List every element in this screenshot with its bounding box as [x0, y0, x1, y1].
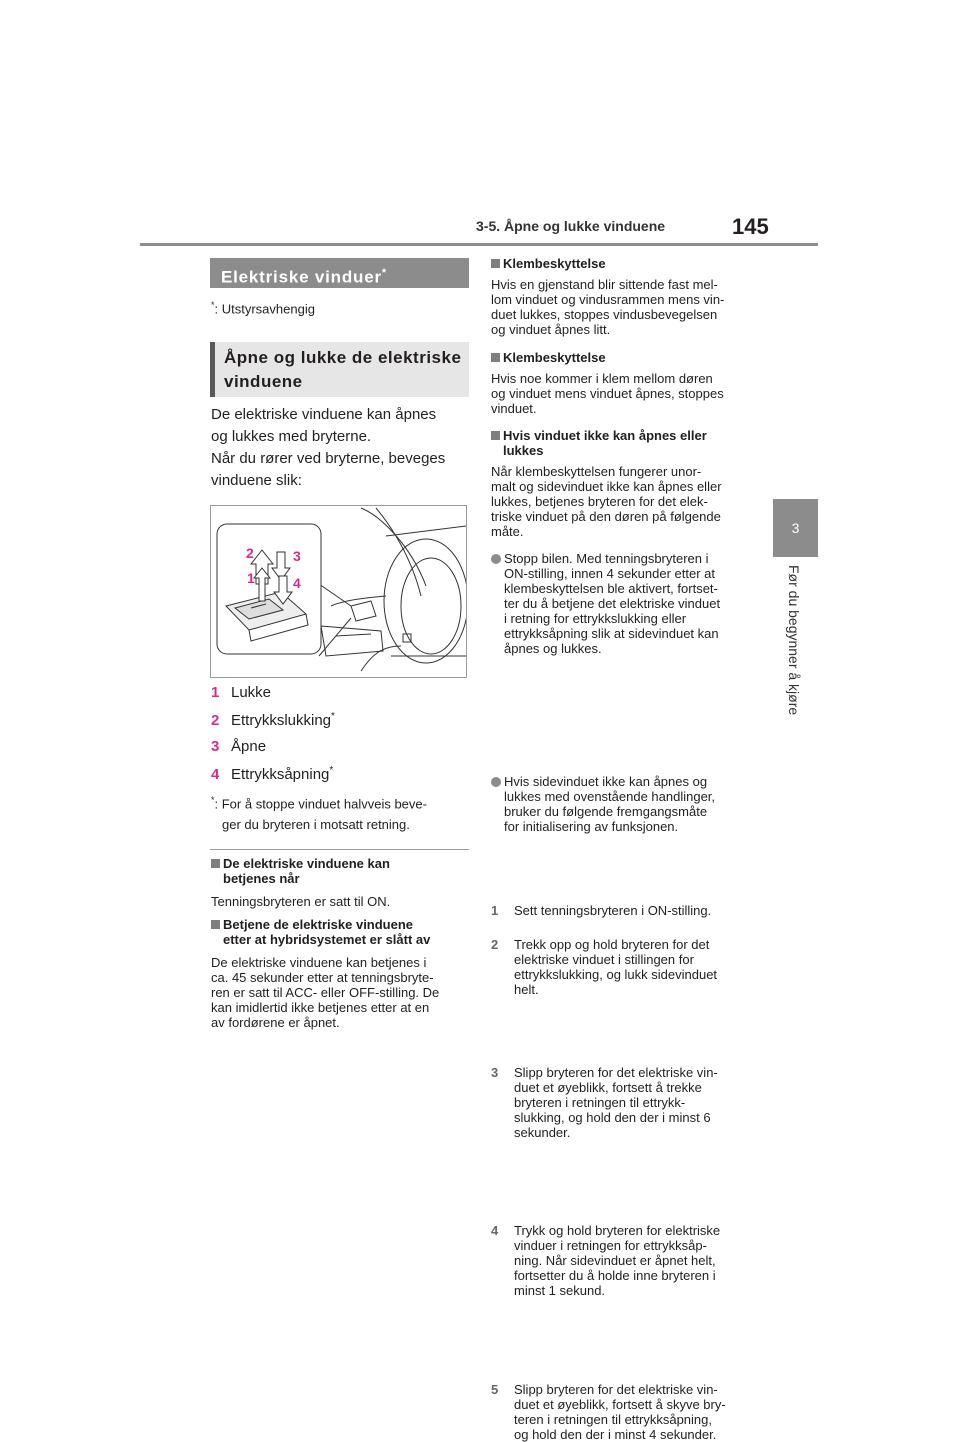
- bullet-line: klembeskyttelsen ble aktivert, fortset-: [504, 581, 718, 596]
- step-number: 2: [491, 937, 499, 952]
- step-number: 3: [491, 1065, 499, 1080]
- info-block-title: [491, 428, 753, 458]
- step-line: og hold den der i minst 4 sekunder.: [514, 1427, 717, 1442]
- step-item: [491, 937, 776, 997]
- page-number: 145: [732, 214, 769, 239]
- info-block: [491, 428, 753, 539]
- info-block-title: [211, 856, 473, 886]
- step-line: teren i retningen til ettrykksåpning,: [514, 1412, 712, 1427]
- legend-text: Ettrykkslukking: [231, 712, 332, 729]
- step-line: duet et øyeblikk, fortsett å trekke: [514, 1080, 702, 1095]
- step-line: vinduer i retningen for ettrykksåp-: [514, 1238, 707, 1253]
- illustration-svg: [211, 506, 466, 677]
- chapter-title: Før du begynner å kjøre: [786, 565, 802, 716]
- step-line: Slipp bryteren for det elektriske vin-: [514, 1065, 718, 1080]
- title-line: Betjene de elektriske vinduene: [223, 917, 414, 932]
- info-block-body: [491, 277, 753, 337]
- legend-number: 4: [211, 766, 220, 783]
- title-line: Hvis vinduet ikke kan åpnes eller: [503, 428, 707, 443]
- body-line: De elektriske vinduene kan betjenes i: [211, 955, 427, 970]
- title-line: betjenes når: [223, 871, 300, 886]
- footnote-text: : Utstyrsavhengig: [214, 301, 315, 317]
- step-line: slukking, og hold den der i minst 6: [514, 1110, 711, 1125]
- info-block-body: [491, 371, 753, 416]
- figure-label-2: 2: [246, 545, 254, 561]
- info-block-body: Tenningsbryteren er satt til ON.: [211, 894, 391, 909]
- body-line: ca. 45 sekunder etter at tenningsbryte-: [211, 970, 434, 985]
- info-block-title: Klembeskyttelse: [491, 256, 753, 271]
- body-line: og vinduet mens vinduet åpnes, stoppes: [491, 386, 724, 401]
- bullet-item: [491, 551, 766, 656]
- step-line: Sett tenningsbryteren i ON-stilling.: [514, 903, 712, 918]
- body-line: lukkes, betjenes bryteren for det elek-: [491, 494, 708, 509]
- step-line: helt.: [514, 982, 539, 997]
- body-line: ren er satt til ACC- eller OFF-stilling. De: [211, 985, 440, 1000]
- subsection-heading: [210, 342, 469, 397]
- intro-line: Når du rører ved bryterne, beveges: [211, 450, 446, 467]
- legend-item: [211, 765, 471, 783]
- body-line: lom vinduet og vindusrammen mens vin-: [491, 292, 725, 307]
- figure-label-4: 4: [293, 575, 301, 591]
- legend-number: 3: [211, 738, 220, 755]
- header-rule: [140, 243, 818, 246]
- step-item: [491, 1065, 776, 1140]
- info-block-title: Klembeskyttelse: [491, 350, 753, 365]
- body-line: kan imidlertid ikke betjenes etter at en: [211, 1000, 430, 1015]
- step-line: fortsetter du å holde inne bryteren i: [514, 1268, 716, 1283]
- bullet-item: [491, 774, 766, 834]
- info-block: [491, 256, 753, 337]
- step-item: [491, 1382, 776, 1442]
- legend-number: 2: [211, 712, 220, 729]
- section-heading: [210, 258, 469, 288]
- step-line: ning. Når sidevinduet er åpnet helt,: [514, 1253, 716, 1268]
- info-block: [211, 917, 473, 1030]
- legend-star: *: [329, 765, 334, 776]
- intro-line: og lukkes med bryterne.: [211, 428, 372, 445]
- bullet-line: Hvis sidevinduet ikke kan åpnes og: [504, 774, 708, 789]
- legend-item: [211, 738, 471, 755]
- body-line: Når klembeskyttelsen fungerer unor-: [491, 464, 702, 479]
- bullet-line: i retning for ettrykkslukking eller: [504, 611, 687, 626]
- info-block-body: [491, 464, 753, 539]
- legend-text: Lukke: [231, 684, 272, 701]
- step-line: Trykk og hold bryteren for elektriske: [514, 1223, 721, 1238]
- step-item: [491, 1223, 776, 1298]
- bullet-line: Stopp bilen. Med tenningsbryteren i: [504, 551, 709, 566]
- step-line: sekunder.: [514, 1125, 571, 1140]
- legend-item: [211, 711, 471, 729]
- body-line: av fordørene er åpnet.: [211, 1015, 340, 1030]
- footnote-star: *: [211, 300, 215, 310]
- subsection-heading-line-1: Åpne og lukke de elektriske: [224, 348, 462, 367]
- body-line: Hvis noe kommer i klem mellom døren: [491, 371, 713, 386]
- body-line: duet lukkes, stoppes vindusbevegelsen: [491, 307, 718, 322]
- info-block: [211, 856, 473, 909]
- step-number: 5: [491, 1382, 499, 1397]
- step-line: minst 1 sekund.: [514, 1283, 606, 1298]
- step-number: 1: [491, 903, 499, 918]
- chapter-tab: 3: [773, 499, 818, 557]
- info-block: [491, 350, 753, 416]
- footnote2-star: *: [211, 795, 215, 805]
- footnote-stop-window: [211, 790, 471, 835]
- step-line: ettrykkslukking, og lukk sidevinduet: [514, 967, 718, 982]
- subsection-heading-line-2: vinduene: [224, 372, 303, 391]
- legend-item: [211, 684, 471, 701]
- title-line: De elektriske vinduene kan: [223, 856, 390, 871]
- legend-text: Ettrykksåpning: [231, 766, 330, 783]
- section-divider: [210, 849, 469, 850]
- title-line: lukkes: [503, 443, 544, 458]
- footnote-equipment: [211, 300, 315, 316]
- body-line: malt og sidevinduet ikke kan åpnes eller: [491, 479, 722, 494]
- figure-label-1: 1: [247, 570, 255, 586]
- legend-star: *: [331, 711, 335, 722]
- intro-line: De elektriske vinduene kan åpnes: [211, 406, 437, 423]
- running-header: 3-5. Åpne og lukke vinduene: [476, 218, 666, 234]
- bullet-line: bruker du følgende fremgangsmåte: [504, 804, 708, 819]
- body-line: Hvis en gjenstand blir sittende fast mel-: [491, 277, 718, 292]
- bullet-line: for initialisering av funksjonen.: [504, 819, 679, 834]
- title-line: etter at hybridsystemet er slått av: [223, 932, 431, 947]
- intro-line: vinduene slik:: [211, 472, 302, 489]
- body-line: måte.: [491, 524, 524, 539]
- step-line: Slipp bryteren for det elektriske vin-: [514, 1382, 718, 1397]
- legend-number: 1: [211, 684, 220, 701]
- footnote2-line-2: ger du bryteren i motsatt retning.: [222, 817, 410, 833]
- bullet-line: lukkes med ovenstående handlinger,: [504, 789, 716, 804]
- info-block-body: [211, 955, 473, 1030]
- step-line: Trekk opp og hold bryteren for det: [514, 937, 710, 952]
- body-line: vinduet.: [491, 401, 537, 416]
- bullet-line: ON-stilling, innen 4 sekunder etter at: [504, 566, 715, 581]
- window-switch-illustration: [210, 505, 467, 678]
- step-item: [491, 903, 776, 918]
- bullet-line: ter du å betjene det elektriske vinduet: [504, 596, 721, 611]
- chapter-title-vertical: [786, 565, 806, 735]
- step-line: elektriske vinduet i stillingen for: [514, 952, 694, 967]
- footnote2-line-1: : For å stoppe vinduet halvveis beve-: [214, 796, 427, 812]
- step-line: bryteren i retningen til ettrykk-: [514, 1095, 686, 1110]
- body-line: og vinduet åpnes litt.: [491, 322, 611, 337]
- intro-paragraph: [211, 404, 471, 492]
- step-number: 4: [491, 1223, 499, 1238]
- bullet-line: åpnes og lukkes.: [504, 641, 602, 656]
- figure-label-3: 3: [293, 548, 301, 564]
- bullet-line: ettrykksåpning slik at sidevinduet kan: [504, 626, 719, 641]
- legend-text: Åpne: [231, 738, 267, 755]
- body-line: triske vinduet på den døren på følgende: [491, 509, 721, 524]
- info-block-title: [211, 917, 473, 947]
- section-heading-star: *: [381, 267, 387, 279]
- step-line: duet et øyeblikk, fortsett å skyve bry-: [514, 1397, 726, 1412]
- section-heading-text: Elektriske vinduer: [221, 267, 382, 287]
